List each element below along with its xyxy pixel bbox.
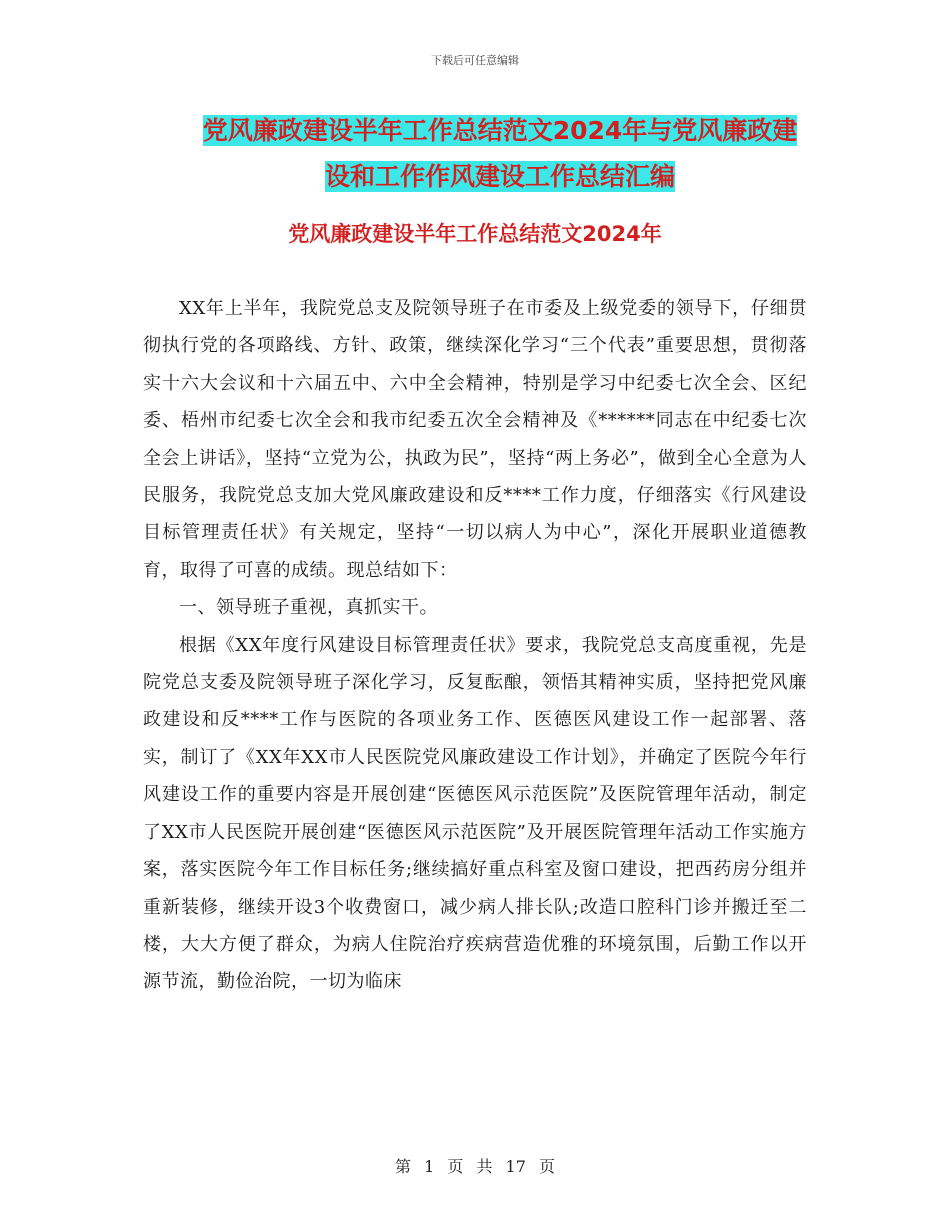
- document-title: [150, 108, 850, 200]
- paragraph: 根据《XX年度行风建设目标管理责任状》要求，我院党总支高度重视，先是院党总支委及院领导班子深化学习，反复酝酿，领悟其精神实质，坚持把党风廉政建设和反****工作与医院的各项业务工作、医德医风建设工作一起部署、落实，制订了《XX年XX市人民医院党风廉政建设工作计划》，并确定了医院今年行风建设工作的重要内容是开展创建“医德医风示范医院”及医院管理年活动，制定了XX市人民医院开展创建“医德医风示范医院”及开展医院管理年活动工作实施方案，落实医院今年工作目标任务;继续搞好重点科室及窗口建设，把西药房分组并重新装修，继续开设3个收费窗口，减少病人排长队;改造口腔科门诊并搬迁至二楼，大大方便了群众，为病人住院治疗疾病营造优雅的环境氛围，后勤工作以开源节流，勤俭治院，一切为临床: [143, 634, 807, 993]
- header-note: 下载后可任意编辑: [431, 54, 519, 67]
- page-number: 第 1 页 共 17 页: [395, 1157, 555, 1176]
- document-title-line-1: 党风廉政建设半年工作总结范文2024年与党风廉政建: [202, 116, 798, 145]
- document-title-line-2: 设和工作作风建设工作总结汇编: [324, 162, 675, 191]
- paragraph: XX年上半年，我院党总支及院领导班子在市委及上级党委的领导下，仔细贯彻执行党的各项路线、方针、政策，继续深化学习“三个代表”重要思想，贯彻落实十六大会议和十六届五中、六中全会精神，特别是学习中纪委七次全会、区纪委、梧州市纪委七次全会和我市纪委五次全会精神及《******同志在中纪委七次全会上讲话》，坚持“立党为公，执政为民”，坚持“两上务必”，做到全心全意为人民服务，我院党总支加大党风廉政建设和反****工作力度，仔细落实《行风建设目标管理责任状》有关规定，坚持“一切以病人为中心”，深化开展职业道德教育，取得了可喜的成绩。现总结如下：: [143, 298, 807, 581]
- body-text: [143, 290, 807, 1001]
- section-title: 党风廉政建设半年工作总结范文2024年: [288, 222, 662, 246]
- paragraph: 一、领导班子重视，真抓实干。: [179, 597, 438, 619]
